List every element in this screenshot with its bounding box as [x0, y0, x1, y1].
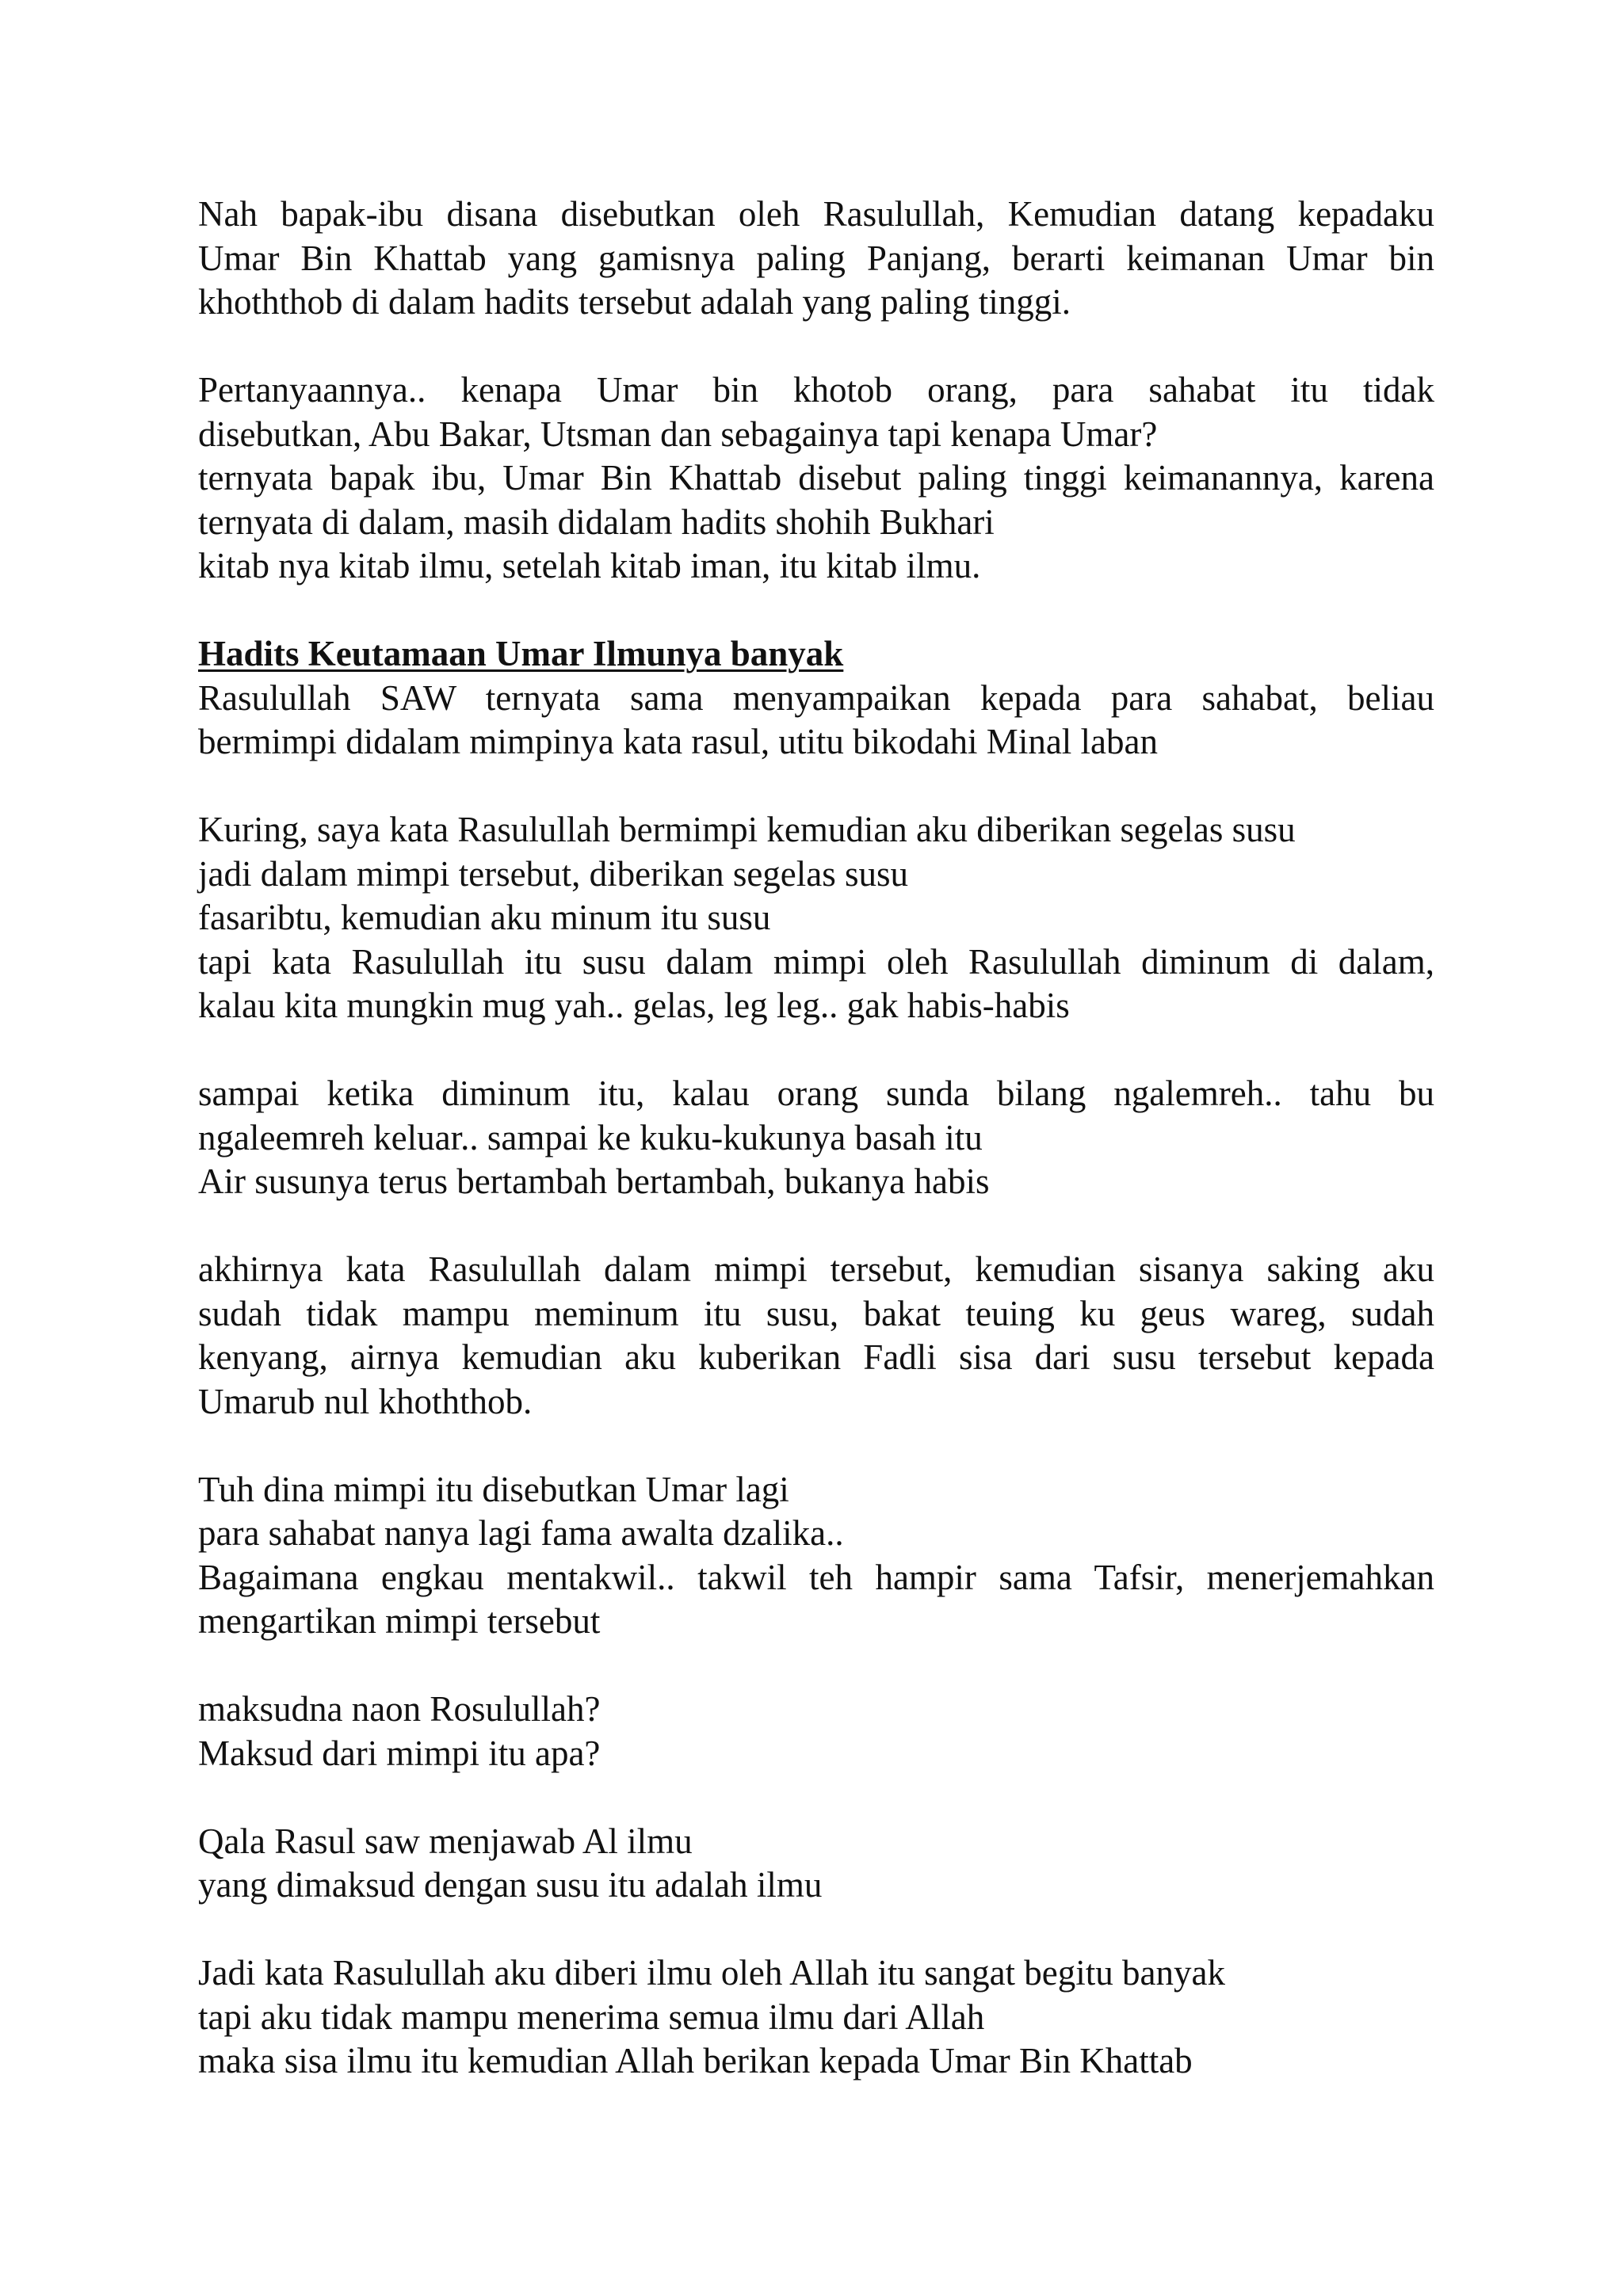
text-line: kalau kita mungkin mug yah.. gelas, leg leg.. gak habis-habis	[198, 986, 1070, 1025]
text-line: Maksud dari mimpi itu apa?	[198, 1733, 601, 1773]
text-line: Tuh dina mimpi itu disebutkan Umar lagi	[198, 1469, 789, 1509]
paragraph	[198, 808, 1434, 1028]
text-line: maka sisa ilmu itu kemudian Allah berikan kepada Umar Bin Khattab	[198, 2041, 1193, 2081]
text-line: yang dimaksud dengan susu itu adalah ilmu	[198, 1865, 823, 1905]
text-line: disebutkan, Abu Bakar, Utsman dan sebagainya tapi kenapa Umar?	[198, 414, 1158, 454]
paragraph	[198, 1072, 1434, 1204]
text-line: tapi kata Rasulullah itu susu dalam mimpi oleh Rasulullah diminum di dalam,	[198, 941, 1434, 982]
text-line: mengartikan mimpi tersebut	[198, 1601, 601, 1641]
paragraph	[198, 368, 1434, 589]
text-line: Pertanyaannya.. kenapa Umar bin khotob orang, para sahabat itu tidak	[198, 370, 1434, 410]
paragraph	[198, 193, 1434, 325]
text-line: bermimpi didalam mimpinya kata rasul, utitu bikodahi Minal laban	[198, 722, 1159, 761]
text-line: ngaleemreh keluar.. sampai ke kuku-kukunya basah itu	[198, 1117, 983, 1158]
paragraph	[198, 1688, 1434, 1775]
text-line: sudah tidak mampu meminum itu susu, bakat teuing ku geus wareg, sudah	[198, 1293, 1434, 1333]
paragraph	[198, 1248, 1434, 1424]
text-line: jadi dalam mimpi tersebut, diberikan segelas susu	[198, 853, 909, 894]
section-heading: Hadits Keutamaan Umar Ilmunya banyak	[198, 634, 844, 673]
text-line: Kuring, saya kata Rasulullah bermimpi kemudian aku diberikan segelas susu	[198, 810, 1296, 849]
document-page	[198, 193, 1434, 2127]
text-line: Qala Rasul saw menjawab Al ilmu	[198, 1821, 693, 1861]
paragraph	[198, 1820, 1434, 1908]
paragraph	[198, 1951, 1434, 2084]
text-line: ternyata di dalam, masih didalam hadits shohih Bukhari	[198, 502, 995, 542]
text-line: sampai ketika diminum itu, kalau orang sunda bilang ngalemreh.. tahu bu	[198, 1074, 1434, 1113]
text-line: Bagaimana engkau mentakwil.. takwil teh hampir sama Tafsir, menerjemahkan	[198, 1557, 1434, 1597]
text-line: Umarub nul khoththob.	[198, 1381, 533, 1421]
text-line: Air susunya terus bertambah bertambah, bukanya habis	[198, 1161, 990, 1201]
text-line: akhirnya kata Rasulullah dalam mimpi tersebut, kemudian sisanya saking aku	[198, 1249, 1434, 1289]
text-line: Nah bapak-ibu disana disebutkan oleh Rasulullah, Kemudian datang kepadaku	[198, 194, 1434, 234]
paragraph	[198, 1468, 1434, 1644]
text-line: kenyang, airnya kemudian aku kuberikan Fadli sisa dari susu tersebut kepada	[198, 1337, 1434, 1377]
text-line: maksudna naon Rosulullah?	[198, 1689, 601, 1729]
text-line: kitab nya kitab ilmu, setelah kitab iman, itu kitab ilmu.	[198, 546, 981, 585]
text-line: fasaribtu, kemudian aku minum itu susu	[198, 898, 771, 937]
text-line: Umar Bin Khattab yang gamisnya paling Panjang, berarti keimanan Umar bin	[198, 238, 1434, 278]
text-line: ternyata bapak ibu, Umar Bin Khattab disebut paling tinggi keimanannya, karena	[198, 458, 1434, 498]
text-line: Rasulullah SAW ternyata sama menyampaikan kepada para sahabat, beliau	[198, 677, 1434, 718]
text-line: khoththob di dalam hadits tersebut adalah yang paling tinggi.	[198, 282, 1071, 322]
text-line: para sahabat nanya lagi fama awalta dzalika..	[198, 1513, 844, 1553]
paragraph	[198, 632, 1434, 765]
text-line: tapi aku tidak mampu menerima semua ilmu dari Allah	[198, 1997, 985, 2037]
text-line: Jadi kata Rasulullah aku diberi ilmu oleh Allah itu sangat begitu banyak	[198, 1953, 1225, 1993]
